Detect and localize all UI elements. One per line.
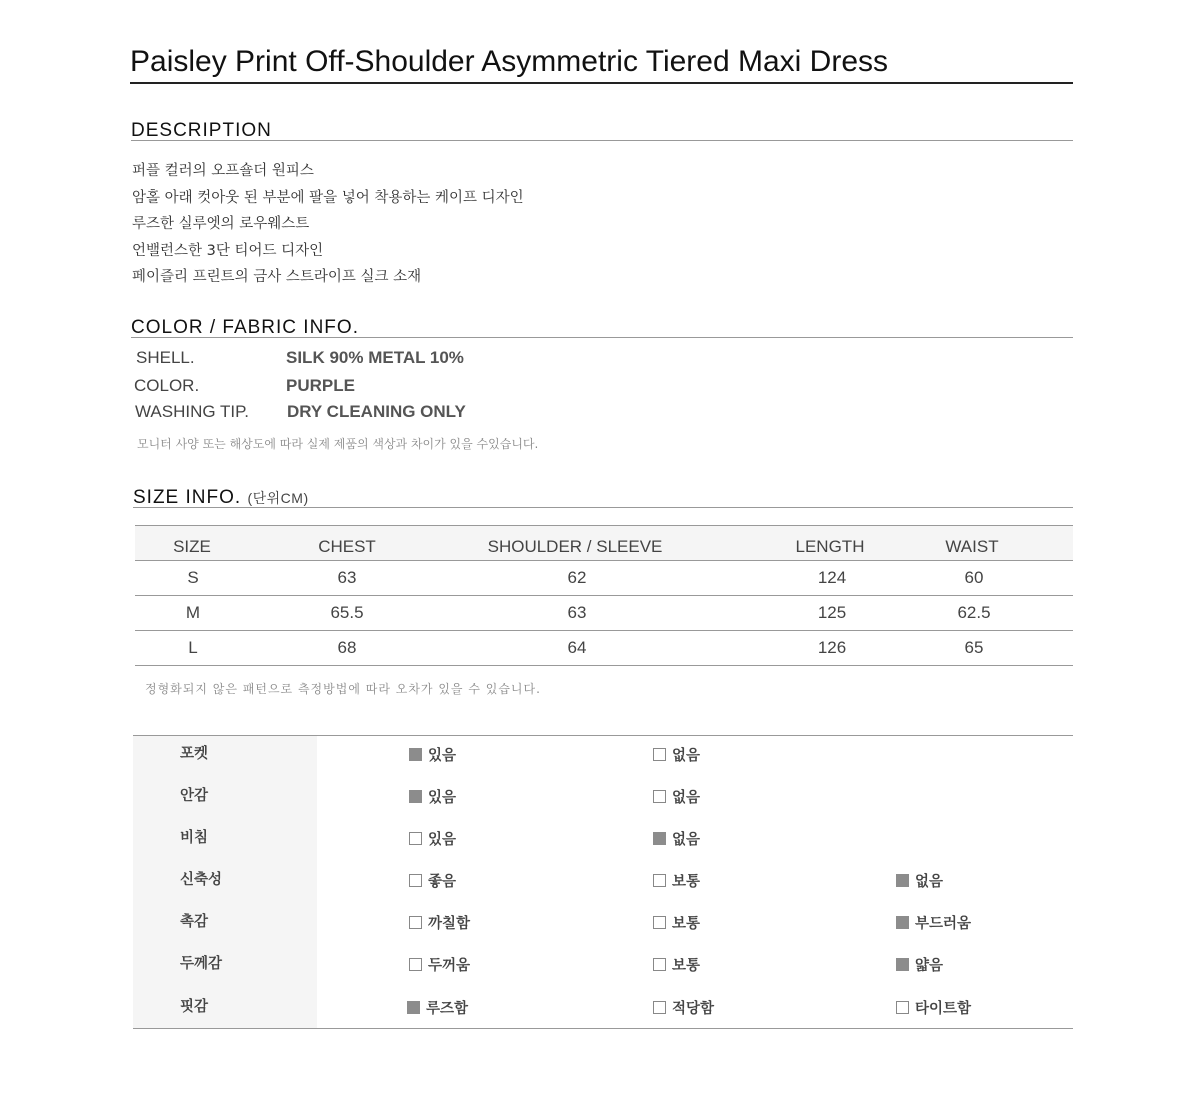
table-cell: 60 (964, 568, 984, 587)
description-line: 암홀 아래 컷아웃 된 부분에 팔을 넣어 착용하는 케이프 디자인 (132, 189, 524, 206)
table-cell: 63 (337, 568, 357, 587)
option-fit-tight (896, 992, 971, 1022)
color-value: PURPLE (286, 376, 355, 395)
attribute-row-lining (133, 781, 1073, 811)
option-label: 까칠함 (428, 915, 471, 932)
column-header-chest: CHEST (318, 537, 376, 556)
option-lining-no (653, 781, 700, 811)
washing-tip-label: WASHING TIP. (135, 402, 249, 421)
checkbox-icon (896, 1001, 909, 1014)
option-label: 적당함 (672, 1000, 715, 1017)
size-table (135, 525, 1073, 666)
table-cell: 65.5 (330, 603, 364, 622)
option-lining-yes (409, 781, 456, 811)
column-header-size: SIZE (173, 537, 211, 556)
checkbox-checked-icon (409, 748, 422, 761)
column-header-shoulder-sleeve: SHOULDER / SLEEVE (487, 537, 663, 556)
description-line: 퍼플 컬러의 오프숄더 원피스 (132, 163, 314, 179)
option-label: 보통 (672, 957, 701, 974)
checkbox-checked-icon (653, 832, 666, 845)
option-label: 루즈함 (426, 1000, 469, 1017)
attribute-label: 포켓 (180, 746, 209, 762)
attribute-row-stretch (133, 865, 1073, 895)
attribute-row-fit (133, 992, 1073, 1022)
table-cell: 65 (964, 638, 984, 657)
option-label: 좋음 (428, 873, 457, 890)
option-stretch-normal (653, 865, 700, 895)
option-label: 보통 (672, 873, 701, 890)
table-cell: S (187, 568, 199, 587)
attribute-row-pocket (133, 739, 1073, 769)
attribute-row-sheerness (133, 823, 1073, 853)
checkbox-icon (409, 916, 422, 929)
table-row (135, 561, 1073, 596)
washing-tip-value: DRY CLEANING ONLY (287, 402, 466, 421)
option-texture-normal (653, 907, 700, 937)
size-heading (133, 488, 1073, 508)
option-label: 없음 (672, 789, 701, 806)
option-fit-regular (653, 992, 714, 1022)
option-texture-soft (896, 907, 971, 937)
checkbox-checked-icon (896, 958, 909, 971)
table-cell: 68 (337, 638, 357, 657)
product-title: Paisley Print Off-Shoulder Asymmetric Tiered Maxi Dress (130, 44, 1073, 84)
column-header-length: LENGTH (795, 537, 865, 556)
option-sheerness-no (653, 823, 700, 853)
option-label: 없음 (672, 831, 701, 848)
option-label: 없음 (672, 747, 701, 764)
option-label: 있음 (428, 747, 457, 764)
attribute-row-thickness (133, 949, 1073, 979)
checkbox-icon (653, 748, 666, 761)
option-stretch-good (409, 865, 456, 895)
description-line: 페이즐리 프린트의 금사 스트라이프 실크 소재 (132, 269, 422, 285)
option-label: 있음 (428, 789, 457, 806)
size-table-header (135, 525, 1073, 561)
checkbox-icon (653, 958, 666, 971)
option-label: 두꺼움 (428, 957, 471, 974)
table-cell: 124 (817, 568, 847, 587)
description-list (132, 158, 524, 291)
table-cell: 125 (817, 603, 847, 622)
checkbox-icon (409, 958, 422, 971)
table-row (135, 596, 1073, 631)
option-thickness-thick (409, 949, 470, 979)
option-thickness-thin (896, 949, 943, 979)
checkbox-checked-icon (409, 790, 422, 803)
option-label: 있음 (428, 831, 457, 848)
attribute-label: 두께감 (180, 956, 223, 972)
size-heading-text: SIZE INFO. (133, 487, 242, 508)
color-disclaimer: 모니터 사양 또는 해상도에 따라 실제 제품의 색상과 차이가 있을 수있습니다. (137, 437, 539, 451)
option-texture-rough (409, 907, 470, 937)
size-unit: (단위CM) (247, 490, 309, 506)
option-label: 타이트함 (915, 1000, 972, 1017)
table-cell: 63 (567, 603, 587, 622)
option-label: 얇음 (915, 957, 944, 974)
fabric-attributes-table (133, 735, 1073, 1029)
checkbox-icon (653, 916, 666, 929)
table-cell: L (188, 638, 198, 657)
option-label: 부드러움 (915, 915, 972, 932)
checkbox-checked-icon (896, 916, 909, 929)
column-header-waist: WAIST (945, 537, 999, 556)
table-cell: 62 (567, 568, 587, 587)
option-pocket-no (653, 739, 700, 769)
option-thickness-normal (653, 949, 700, 979)
option-label: 보통 (672, 915, 701, 932)
checkbox-icon (653, 874, 666, 887)
option-stretch-none (896, 865, 943, 895)
option-pocket-yes (409, 739, 456, 769)
attribute-label: 촉감 (180, 914, 209, 930)
size-disclaimer: 정형화되지 않은 패턴으로 측정방법에 따라 오차가 있을 수 있습니다. (145, 682, 541, 696)
attribute-label: 안감 (180, 788, 209, 804)
description-line: 언밸런스한 3단 티어드 디자인 (132, 242, 324, 259)
attribute-row-texture (133, 907, 1073, 937)
attribute-label: 핏감 (180, 999, 209, 1015)
checkbox-icon (409, 832, 422, 845)
checkbox-checked-icon (407, 1001, 420, 1014)
checkbox-icon (409, 874, 422, 887)
checkbox-checked-icon (896, 874, 909, 887)
fabric-heading: COLOR / FABRIC INFO. (131, 318, 1073, 338)
color-label: COLOR. (134, 376, 200, 395)
shell-value: SILK 90% METAL 10% (286, 348, 464, 367)
table-cell: 126 (817, 638, 847, 657)
table-row (135, 631, 1073, 666)
table-cell: M (185, 603, 201, 622)
option-sheerness-yes (409, 823, 456, 853)
description-heading: DESCRIPTION (131, 121, 1073, 141)
description-line: 루즈한 실루엣의 로우웨스트 (132, 216, 310, 232)
attribute-label: 비침 (180, 830, 209, 846)
checkbox-icon (653, 1001, 666, 1014)
attribute-label: 신축성 (180, 872, 223, 888)
table-cell: 64 (567, 638, 587, 657)
table-cell: 62.5 (957, 603, 991, 622)
shell-label: SHELL. (136, 348, 195, 367)
option-fit-loose (407, 992, 468, 1022)
checkbox-icon (653, 790, 666, 803)
option-label: 없음 (915, 873, 944, 890)
